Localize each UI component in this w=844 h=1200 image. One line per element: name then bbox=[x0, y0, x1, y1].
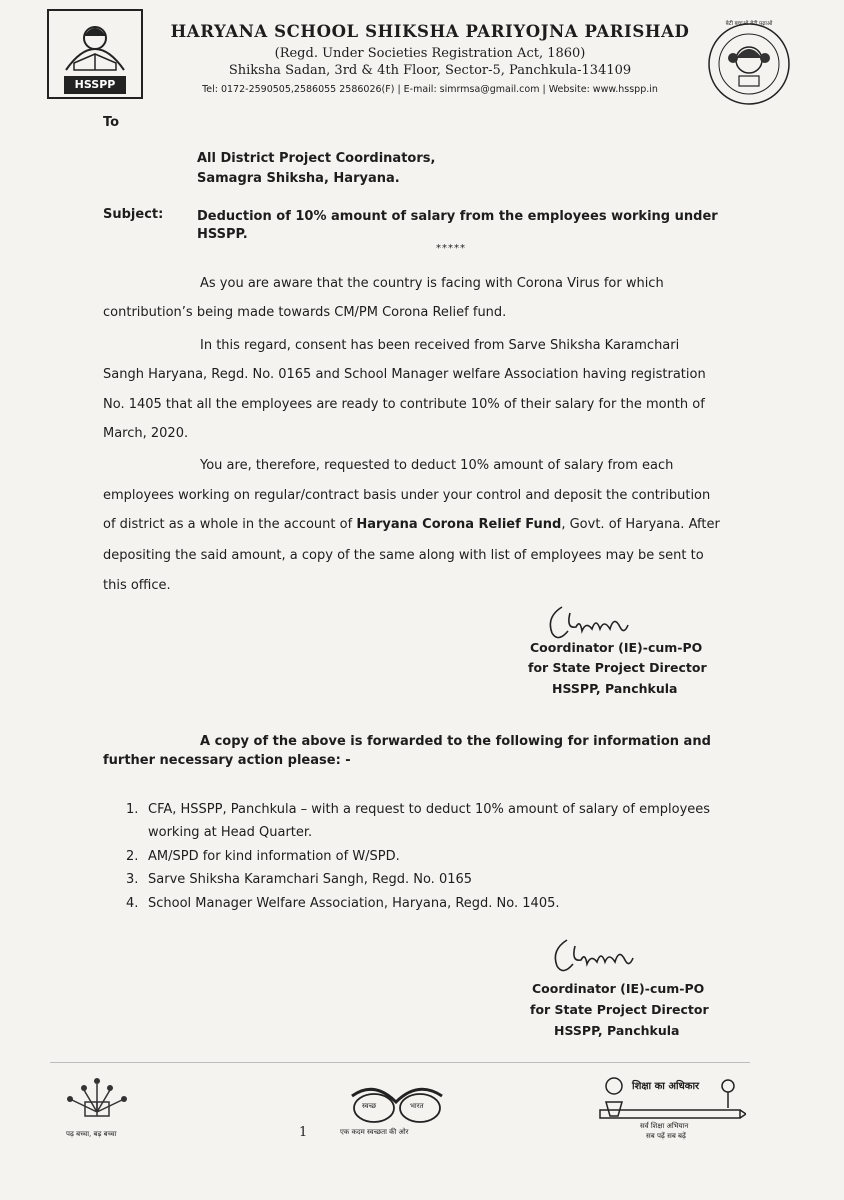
signature-2-role: for State Project Director bbox=[530, 1002, 709, 1017]
signature-2 bbox=[545, 928, 645, 978]
recipient-line-1: All District Project Coordinators, bbox=[197, 151, 436, 166]
copy-intro-line-1: A copy of the above is forwarded to the following for information and bbox=[200, 734, 711, 749]
para3-line5: this office. bbox=[103, 578, 171, 593]
beti-bachao-logo bbox=[706, 20, 792, 108]
para3-line3-a: of district as a whole in the account of bbox=[103, 517, 357, 532]
para2-line4: March, 2020. bbox=[103, 426, 189, 441]
signature-2-title: Coordinator (IE)-cum-PO bbox=[532, 981, 705, 996]
list-item bbox=[126, 845, 400, 868]
footer-divider bbox=[50, 1062, 750, 1063]
left-footer-caption: पढ़ बच्चा, बढ़ बच्चा bbox=[66, 1130, 117, 1138]
list-item-continuation: working at Head Quarter. bbox=[148, 825, 313, 840]
para2-line3: No. 1405 that all the employees are ready to contribute 10% of their salary for the month of bbox=[103, 397, 705, 412]
rte-logo bbox=[596, 1072, 746, 1122]
relief-fund-name: Haryana Corona Relief Fund bbox=[356, 517, 562, 532]
address-line: Shiksha Sadan, 3rd & 4th Floor, Sector-5, Panchkula-134109 bbox=[228, 63, 632, 78]
hsspp-logo-text: HSSPP bbox=[74, 78, 116, 91]
list-item-text: AM/SPD for kind information of W/SPD. bbox=[148, 849, 400, 864]
beti-bachao-text: बेटी बचाओ बेटी पढ़ाओ bbox=[725, 21, 773, 27]
para1-line2: contribution’s being made towards CM/PM Corona Relief fund. bbox=[103, 305, 507, 320]
signature-1-title: Coordinator (IE)-cum-PO bbox=[530, 640, 703, 655]
page-number: 1 bbox=[299, 1125, 308, 1140]
para3-line3-c: , Govt. of Haryana. After bbox=[561, 517, 720, 532]
subject-label: Subject: bbox=[103, 207, 164, 222]
bharat-word: भारत bbox=[410, 1102, 424, 1110]
signature-1-role: for State Project Director bbox=[528, 660, 707, 675]
center-footer-caption: एक कदम स्वच्छता की ओर bbox=[340, 1128, 409, 1136]
list-item bbox=[126, 798, 710, 821]
registration-line: (Regd. Under Societies Registration Act, 1860) bbox=[274, 46, 586, 61]
copy-intro-line-2: further necessary action please: - bbox=[103, 753, 351, 768]
rte-title: शिक्षा का अधिकार bbox=[632, 1081, 700, 1092]
para2-line2: Sangh Haryana, Regd. No. 0165 and School Manager welfare Association having registration bbox=[103, 367, 706, 382]
list-item-text: School Manager Welfare Association, Haryana, Regd. No. 1405. bbox=[148, 896, 560, 911]
list-item-text: Sarve Shiksha Karamchari Sangh, Regd. No. 0165 bbox=[148, 872, 473, 887]
swachh-bharat-logo bbox=[344, 1082, 450, 1126]
right-footer-caption-1: सर्व शिक्षा अभियान bbox=[640, 1122, 689, 1130]
to-label: To bbox=[103, 115, 120, 130]
swachh-word: स्वच्छ bbox=[362, 1102, 377, 1110]
signature-1-office: HSSPP, Panchkula bbox=[552, 681, 678, 696]
list-item bbox=[126, 868, 472, 891]
org-name: HARYANA SCHOOL SHIKSHA PARIYOJNA PARISHAD bbox=[170, 22, 690, 41]
subject-line-2: HSSPP. bbox=[197, 227, 248, 242]
education-emblem-icon bbox=[58, 1072, 136, 1130]
recipient-line-2: Samagra Shiksha, Haryana. bbox=[197, 171, 400, 186]
list-item-number: 2. bbox=[126, 849, 139, 864]
signature-2-office: HSSPP, Panchkula bbox=[554, 1023, 680, 1038]
list-item bbox=[126, 892, 560, 915]
list-item-text: CFA, HSSPP, Panchkula – with a request to deduct 10% amount of salary of employees bbox=[148, 802, 711, 817]
para2-line1: In this regard, consent has been received from Sarve Shiksha Karamchari bbox=[200, 338, 680, 353]
para3-line3 bbox=[103, 515, 720, 535]
para3-line2: employees working on regular/contract basis under your control and deposit the contribution bbox=[103, 488, 711, 503]
separator-stars: ***** bbox=[436, 243, 466, 254]
hsspp-logo bbox=[46, 8, 144, 100]
list-item-number: 4. bbox=[126, 896, 139, 911]
right-footer-caption-2: सब पढ़ें सब बढ़ें bbox=[646, 1132, 686, 1140]
para3-line4: depositing the said amount, a copy of the same along with list of employees may be sent to bbox=[103, 548, 704, 563]
list-item-number: 3. bbox=[126, 872, 139, 887]
contact-line: Tel: 0172-2590505,2586055 2586026(F) | E-mail: simrmsa@gmail.com | Website: www.hsspp.in bbox=[202, 84, 658, 95]
subject-line-1: Deduction of 10% amount of salary from the employees working under bbox=[197, 209, 718, 224]
para3-line1: You are, therefore, requested to deduct 10% amount of salary from each bbox=[200, 458, 674, 473]
list-item-number: 1. bbox=[126, 802, 139, 817]
para1-line1: As you are aware that the country is facing with Corona Virus for which bbox=[200, 276, 664, 291]
